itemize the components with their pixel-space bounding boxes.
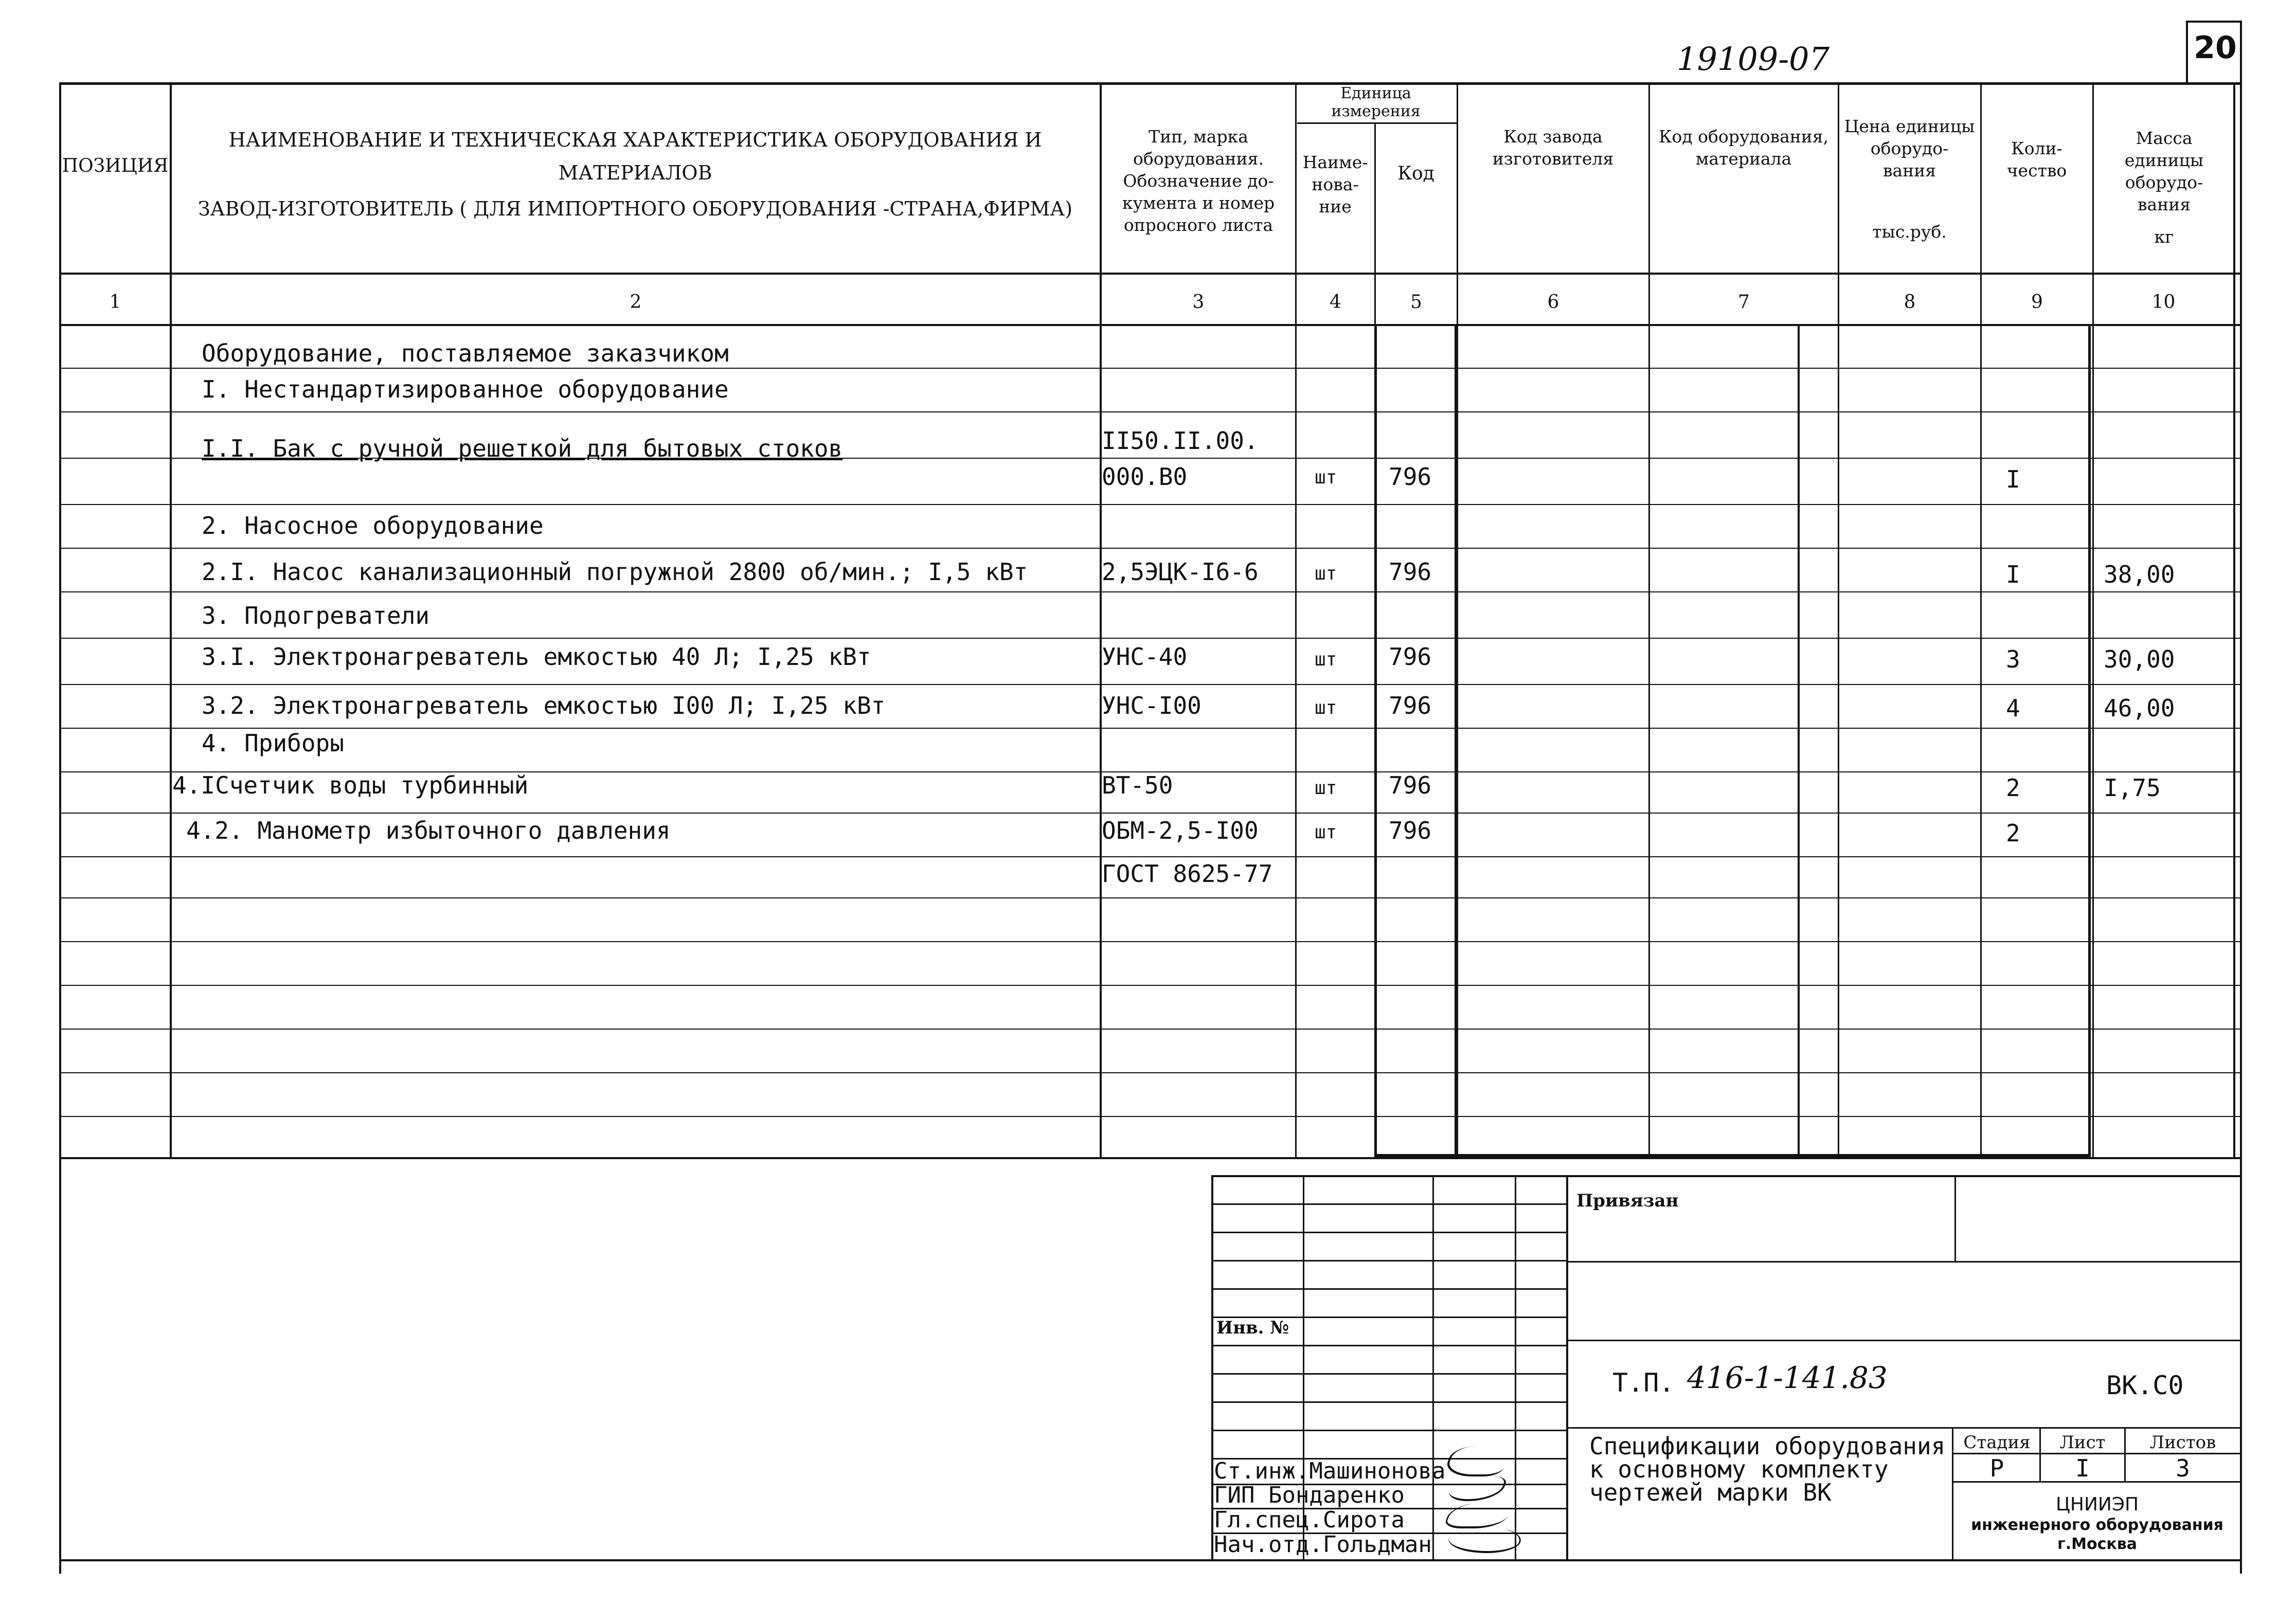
- row-type: ОБМ-2,5-I00: [1102, 817, 1259, 844]
- header-unit-name: Наиме- нова- ние: [1302, 152, 1368, 217]
- header-mass: Масса единицы оборудо- вания: [2124, 128, 2204, 214]
- row-type: ГОСТ 8625-77: [1102, 860, 1273, 888]
- header-mass-unit: кг: [2154, 227, 2174, 247]
- row-type: ВТ-50: [1102, 771, 1173, 799]
- signature: [1442, 1446, 1512, 1476]
- header-factory-code: Код завода изготовителя: [1492, 127, 1614, 169]
- doc-title-3: чертежей марки ВК: [1589, 1479, 1832, 1506]
- tp-number: 416-1-141.83: [1687, 1360, 1888, 1395]
- header-type-mark: Тип, марка оборудования. Обозначение до- кумента и номер опросного листа: [1122, 127, 1275, 235]
- org-name-3: г.Москва: [2057, 1535, 2137, 1553]
- sheet-value: I: [2075, 1454, 2090, 1482]
- row-name: I. Нестандартизированное оборудование: [202, 375, 729, 403]
- row-name: 4.2. Манометр избыточного давления: [186, 817, 671, 844]
- row-code: 796: [1389, 771, 1432, 799]
- row-qty: 3: [2006, 645, 2020, 673]
- row-name: I.I. Бак с ручной решеткой для бытовых стоков: [202, 435, 843, 462]
- row-type: 2,5ЭЦК-I6-6: [1102, 558, 1259, 586]
- row-code: 796: [1389, 558, 1432, 586]
- row-name: 2. Насосное оборудование: [202, 512, 544, 539]
- header-equip-code: Код оборудования, материала: [1658, 127, 1829, 169]
- header-unit-group: Единица измерения: [1331, 84, 1421, 120]
- row-code: 796: [1389, 643, 1432, 671]
- header-name-3: ЗАВОД-ИЗГОТОВИТЕЛЬ ( ДЛЯ ИМПОРТНОГО ОБОРУДОВАНИЯ -СТРАНА,ФИРМА): [198, 197, 1073, 220]
- row-name: 3.2. Электронагреватель емкостью I00 Л; I,25 кВт: [202, 692, 886, 719]
- row-type: УНС-40: [1102, 643, 1188, 671]
- sheet-label: Лист: [2059, 1432, 2106, 1453]
- stage-value: Р: [1989, 1454, 2004, 1482]
- tp-label: Т.П.: [1612, 1368, 1675, 1398]
- row-unit: шт: [1315, 822, 1337, 843]
- sheets-label: Листов: [2149, 1432, 2216, 1453]
- row-name: 4.IСчетчик воды турбинный: [172, 771, 529, 799]
- col-number: 4: [1330, 292, 1341, 313]
- row-type: УНС-I00: [1102, 692, 1201, 719]
- org-name-2: инженерного оборудования: [1971, 1516, 2223, 1534]
- doc-number: 19109-07: [1677, 40, 1830, 78]
- header-name-1: НАИМЕНОВАНИЕ И ТЕХНИЧЕСКАЯ ХАРАКТЕРИСТИКА ОБОРУДОВАНИЯ И: [228, 129, 1042, 151]
- signatory: ГИП Бондаренко: [1214, 1482, 1405, 1508]
- col-number: 5: [1410, 292, 1422, 313]
- col-number: 3: [1192, 292, 1205, 313]
- privyazan-label: Привязан: [1576, 1191, 1679, 1211]
- row-name: 3.I. Электронагреватель емкостью 40 Л; I,25 кВт: [202, 643, 871, 671]
- header-price-unit: тыс.руб.: [1872, 222, 1947, 242]
- row-type: II50.II.00.: [1102, 427, 1259, 455]
- row-qty: 2: [2006, 774, 2020, 802]
- row-type: 000.В0: [1102, 463, 1188, 491]
- row-name: 2.I. Насос канализационный погружной 2800 об/мин.; I,5 кВт: [202, 558, 1028, 586]
- signatory: Ст.инж.Машинонова: [1214, 1458, 1446, 1484]
- header-price: Цена единицы оборудо- вания: [1844, 116, 1975, 181]
- signatory: Нач.отд.Гольдман: [1214, 1531, 1432, 1558]
- header-unit-code: Код: [1397, 163, 1434, 184]
- stage-label: Стадия: [1963, 1432, 2031, 1453]
- header-name-2: МАТЕРИАЛОВ: [558, 161, 712, 184]
- signature: [1443, 1526, 1527, 1553]
- row-unit: шт: [1315, 697, 1337, 718]
- signatory: Гл.спец.Сирота: [1214, 1507, 1405, 1533]
- row-qty: 2: [2006, 819, 2020, 847]
- row-mass: 38,00: [2104, 561, 2175, 588]
- col-number: 1: [109, 292, 121, 313]
- row-code: 796: [1389, 817, 1432, 844]
- row-qty: 4: [2006, 694, 2020, 722]
- signature: [1443, 1502, 1514, 1528]
- row-name: 4. Приборы: [202, 729, 344, 757]
- row-qty: I: [2006, 561, 2020, 588]
- row-unit: шт: [1315, 467, 1337, 488]
- header-qty: Коли- чество: [2006, 138, 2067, 181]
- org-name-1: ЦНИИЭП: [2055, 1494, 2139, 1515]
- row-unit: шт: [1315, 778, 1337, 799]
- row-unit: шт: [1315, 563, 1337, 584]
- col-number: 6: [1547, 292, 1559, 313]
- doc-code: ВК.С0: [2106, 1371, 2184, 1400]
- row-name: 3. Подогреватели: [202, 602, 430, 629]
- page-number: 20: [2194, 30, 2237, 66]
- col-number: 8: [1904, 292, 1916, 313]
- doc-title-1: Спецификации оборудования: [1589, 1432, 1946, 1460]
- row-unit: шт: [1315, 649, 1337, 670]
- row-code: 796: [1389, 692, 1432, 719]
- col-number: 10: [2151, 292, 2176, 313]
- col-number: 9: [2031, 292, 2043, 313]
- row-mass: 46,00: [2104, 694, 2175, 722]
- row-code: 796: [1389, 463, 1432, 491]
- inv-label: Инв. №: [1216, 1318, 1289, 1338]
- sheets-value: 3: [2176, 1454, 2190, 1482]
- col-number: 2: [630, 292, 642, 313]
- col-number: 7: [1738, 292, 1750, 313]
- signature: [1446, 1476, 1509, 1501]
- row-mass: 30,00: [2104, 645, 2175, 673]
- header-pos: ПОЗИЦИЯ: [62, 155, 169, 176]
- row-name: Оборудование, поставляемое заказчиком: [202, 339, 729, 367]
- row-mass: I,75: [2104, 774, 2161, 802]
- row-qty: I: [2006, 465, 2020, 493]
- doc-title-2: к основному комплекту: [1589, 1455, 1889, 1483]
